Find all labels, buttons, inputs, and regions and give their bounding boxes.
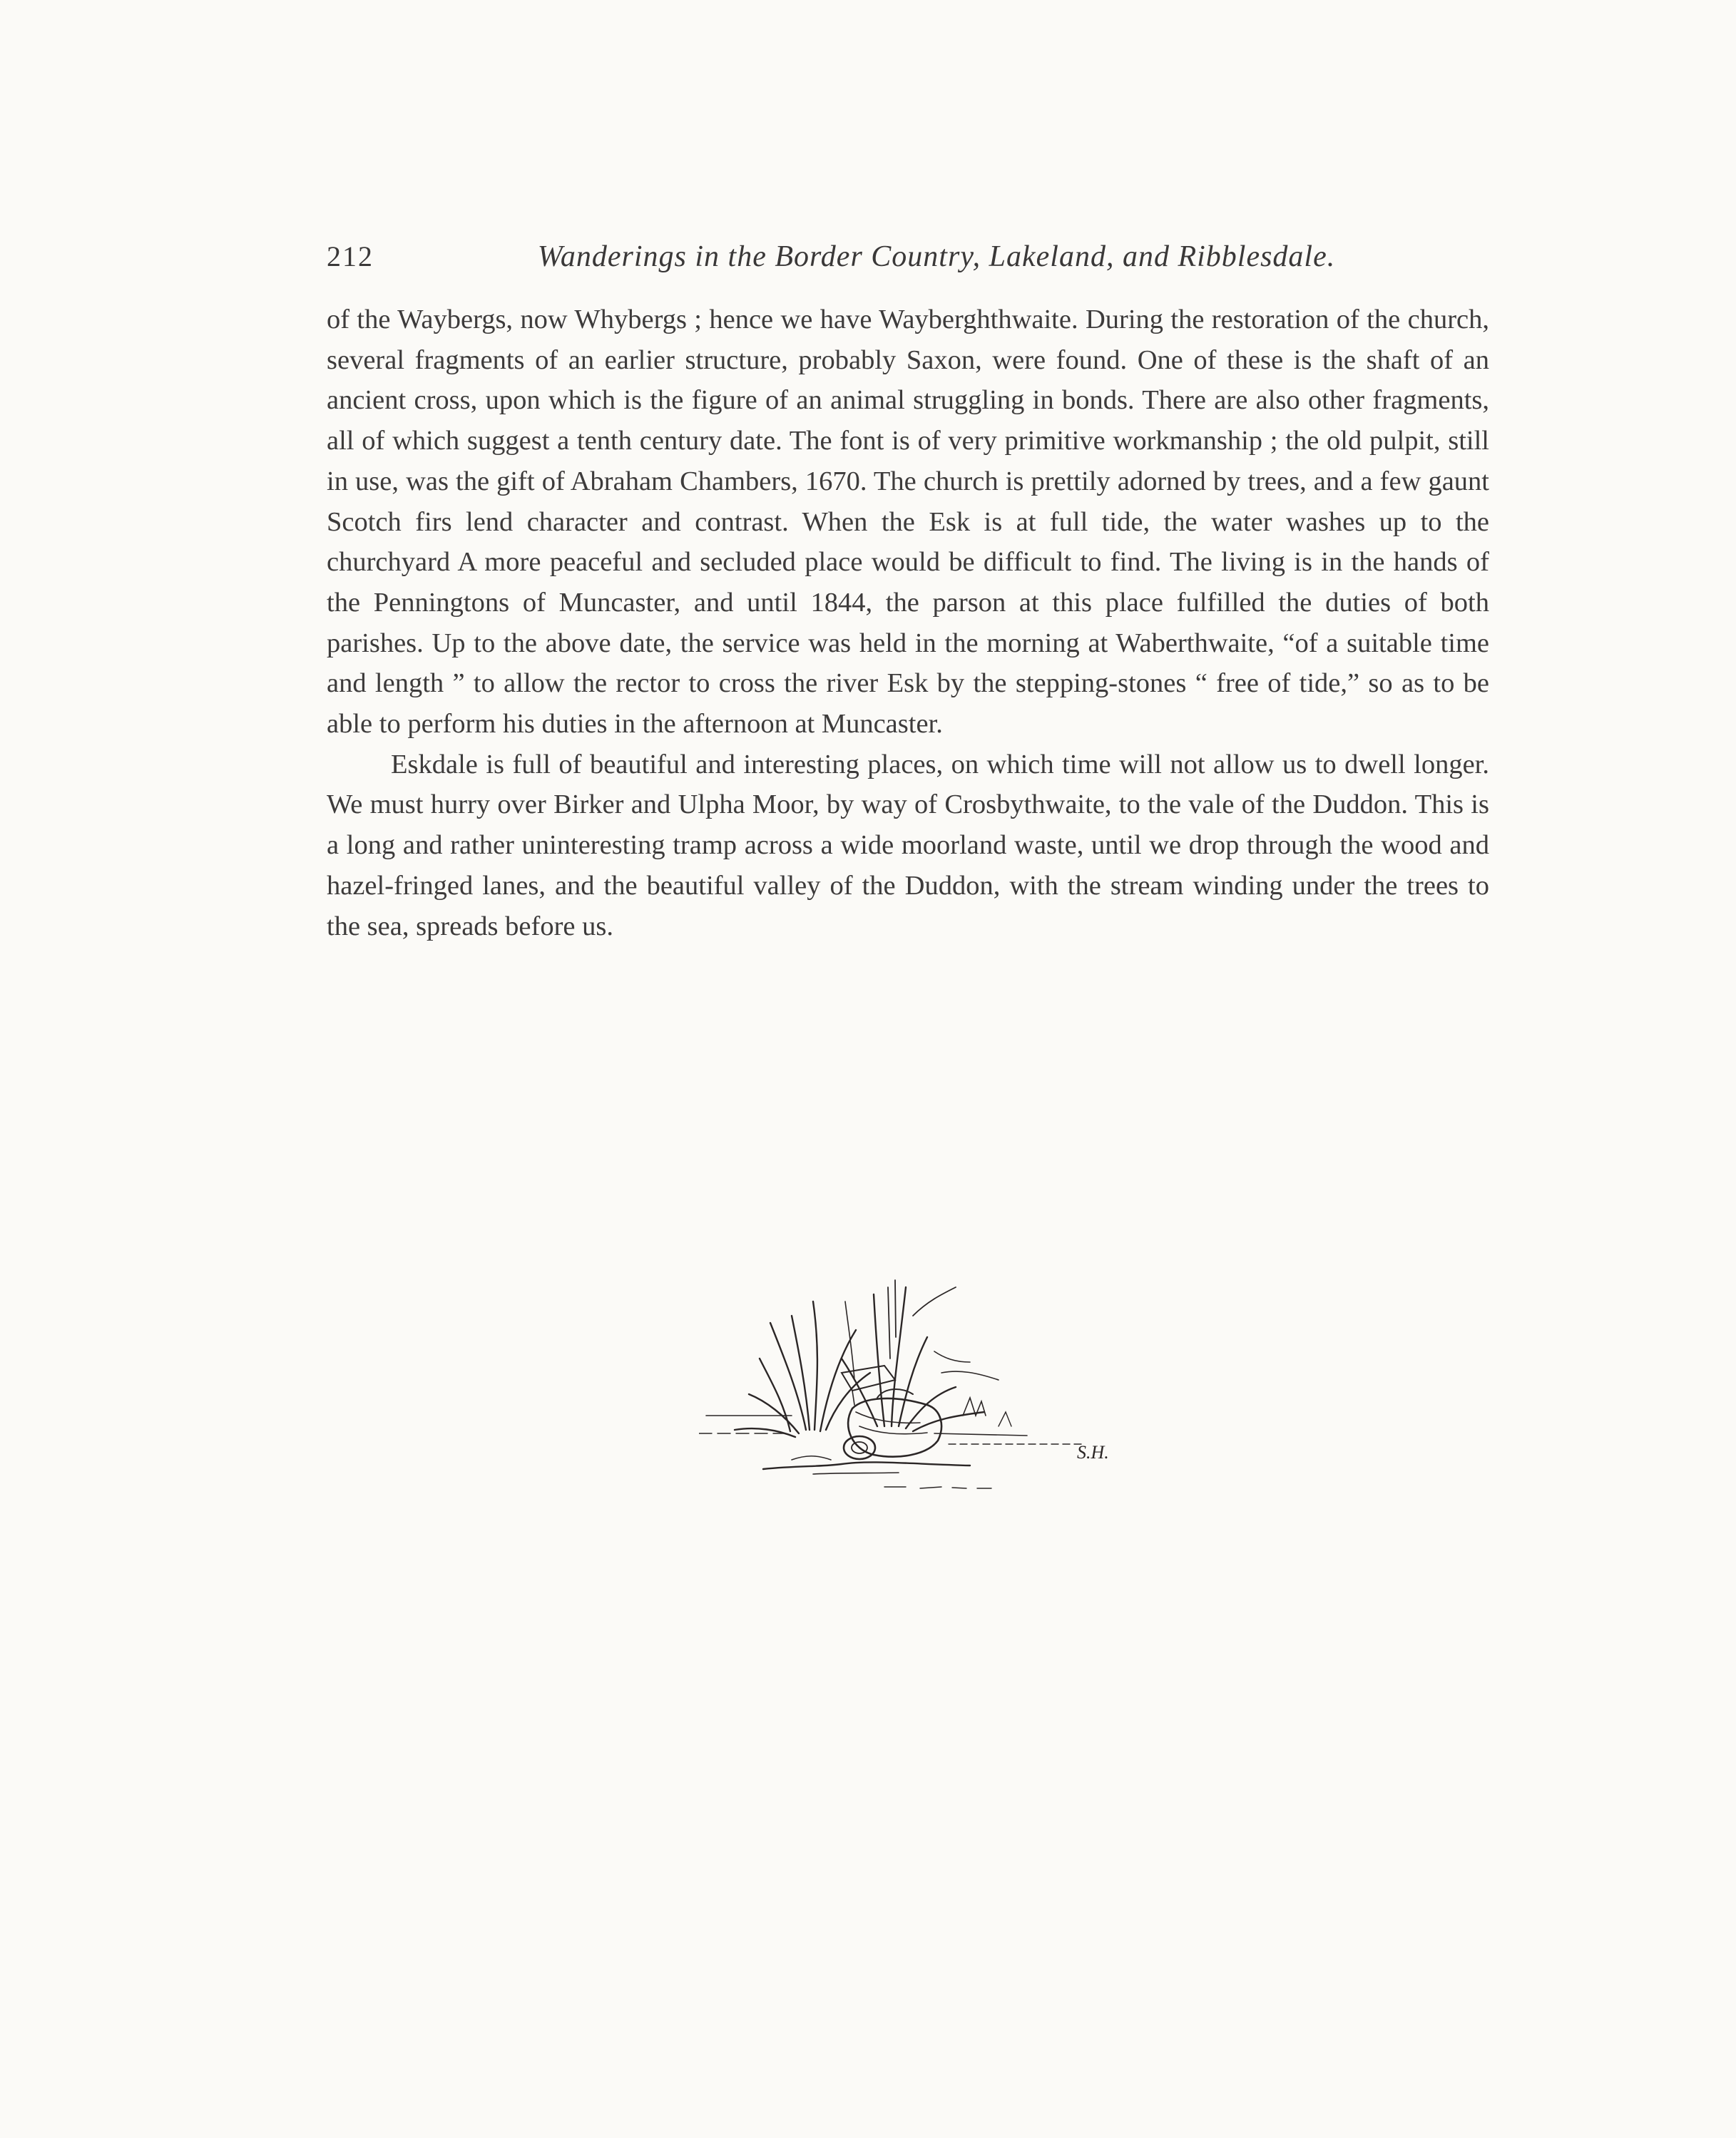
page-number: 212 [327, 240, 374, 272]
paragraph-1: of the Waybergs, now Whybergs ; hence we have Wayberghthwaite. During the restoration of the church, several fragments of an earlier structure, probably Saxon, were found. One of these is the shaft of an ancient cross, upon which is the figure of an animal struggling in bonds. There are also other fragments, all of which suggest a tenth century date. The font is of very primitive workmanship ; the old pulpit, still in use, was the gift of Abraham Chambers, 1670. The church is prettily adorned by trees, and a few gaunt Scotch firs lend character and contrast. When the Esk is at full tide, the water washes up to the churchyard A more peaceful and secluded place would be difficult to find. The living is in the hands of the Penningtons of Muncaster, and until 1844, the parson at this place fulfilled the duties of both parishes. Up to the above date, the service was held in the morning at Waberthwaite, “of a suitable time and length ” to allow the rector to cross the river Esk by the stepping-stones “ free of tide,” so as to be able to perform his duties in the afternoon at Muncaster. [327, 305, 1489, 740]
body-text [327, 300, 1489, 946]
tailpiece-illustration [699, 1273, 1127, 1508]
paragraph-2: Eskdale is full of beautiful and interesting places, on which time will not allow us to dwell longer. We must hurry over Birker and Ulpha Moor, by way of Crosbythwaite, to the vale of the Duddon. This is a long and rather uninteresting tramp across a wide moorland waste, until we drop through the wood and hazel-fringed lanes, and the beautiful valley of the Duddon, with the stream winding under the trees to the sea, spreads before us. [327, 749, 1489, 941]
running-head [327, 235, 1489, 278]
running-title: Wanderings in the Border Country, Lakeland, and Ribblesdale. [537, 240, 1336, 273]
artist-monogram: S.H. [1077, 1442, 1109, 1463]
broken-urn-in-reeds-illustration [699, 1273, 1127, 1508]
